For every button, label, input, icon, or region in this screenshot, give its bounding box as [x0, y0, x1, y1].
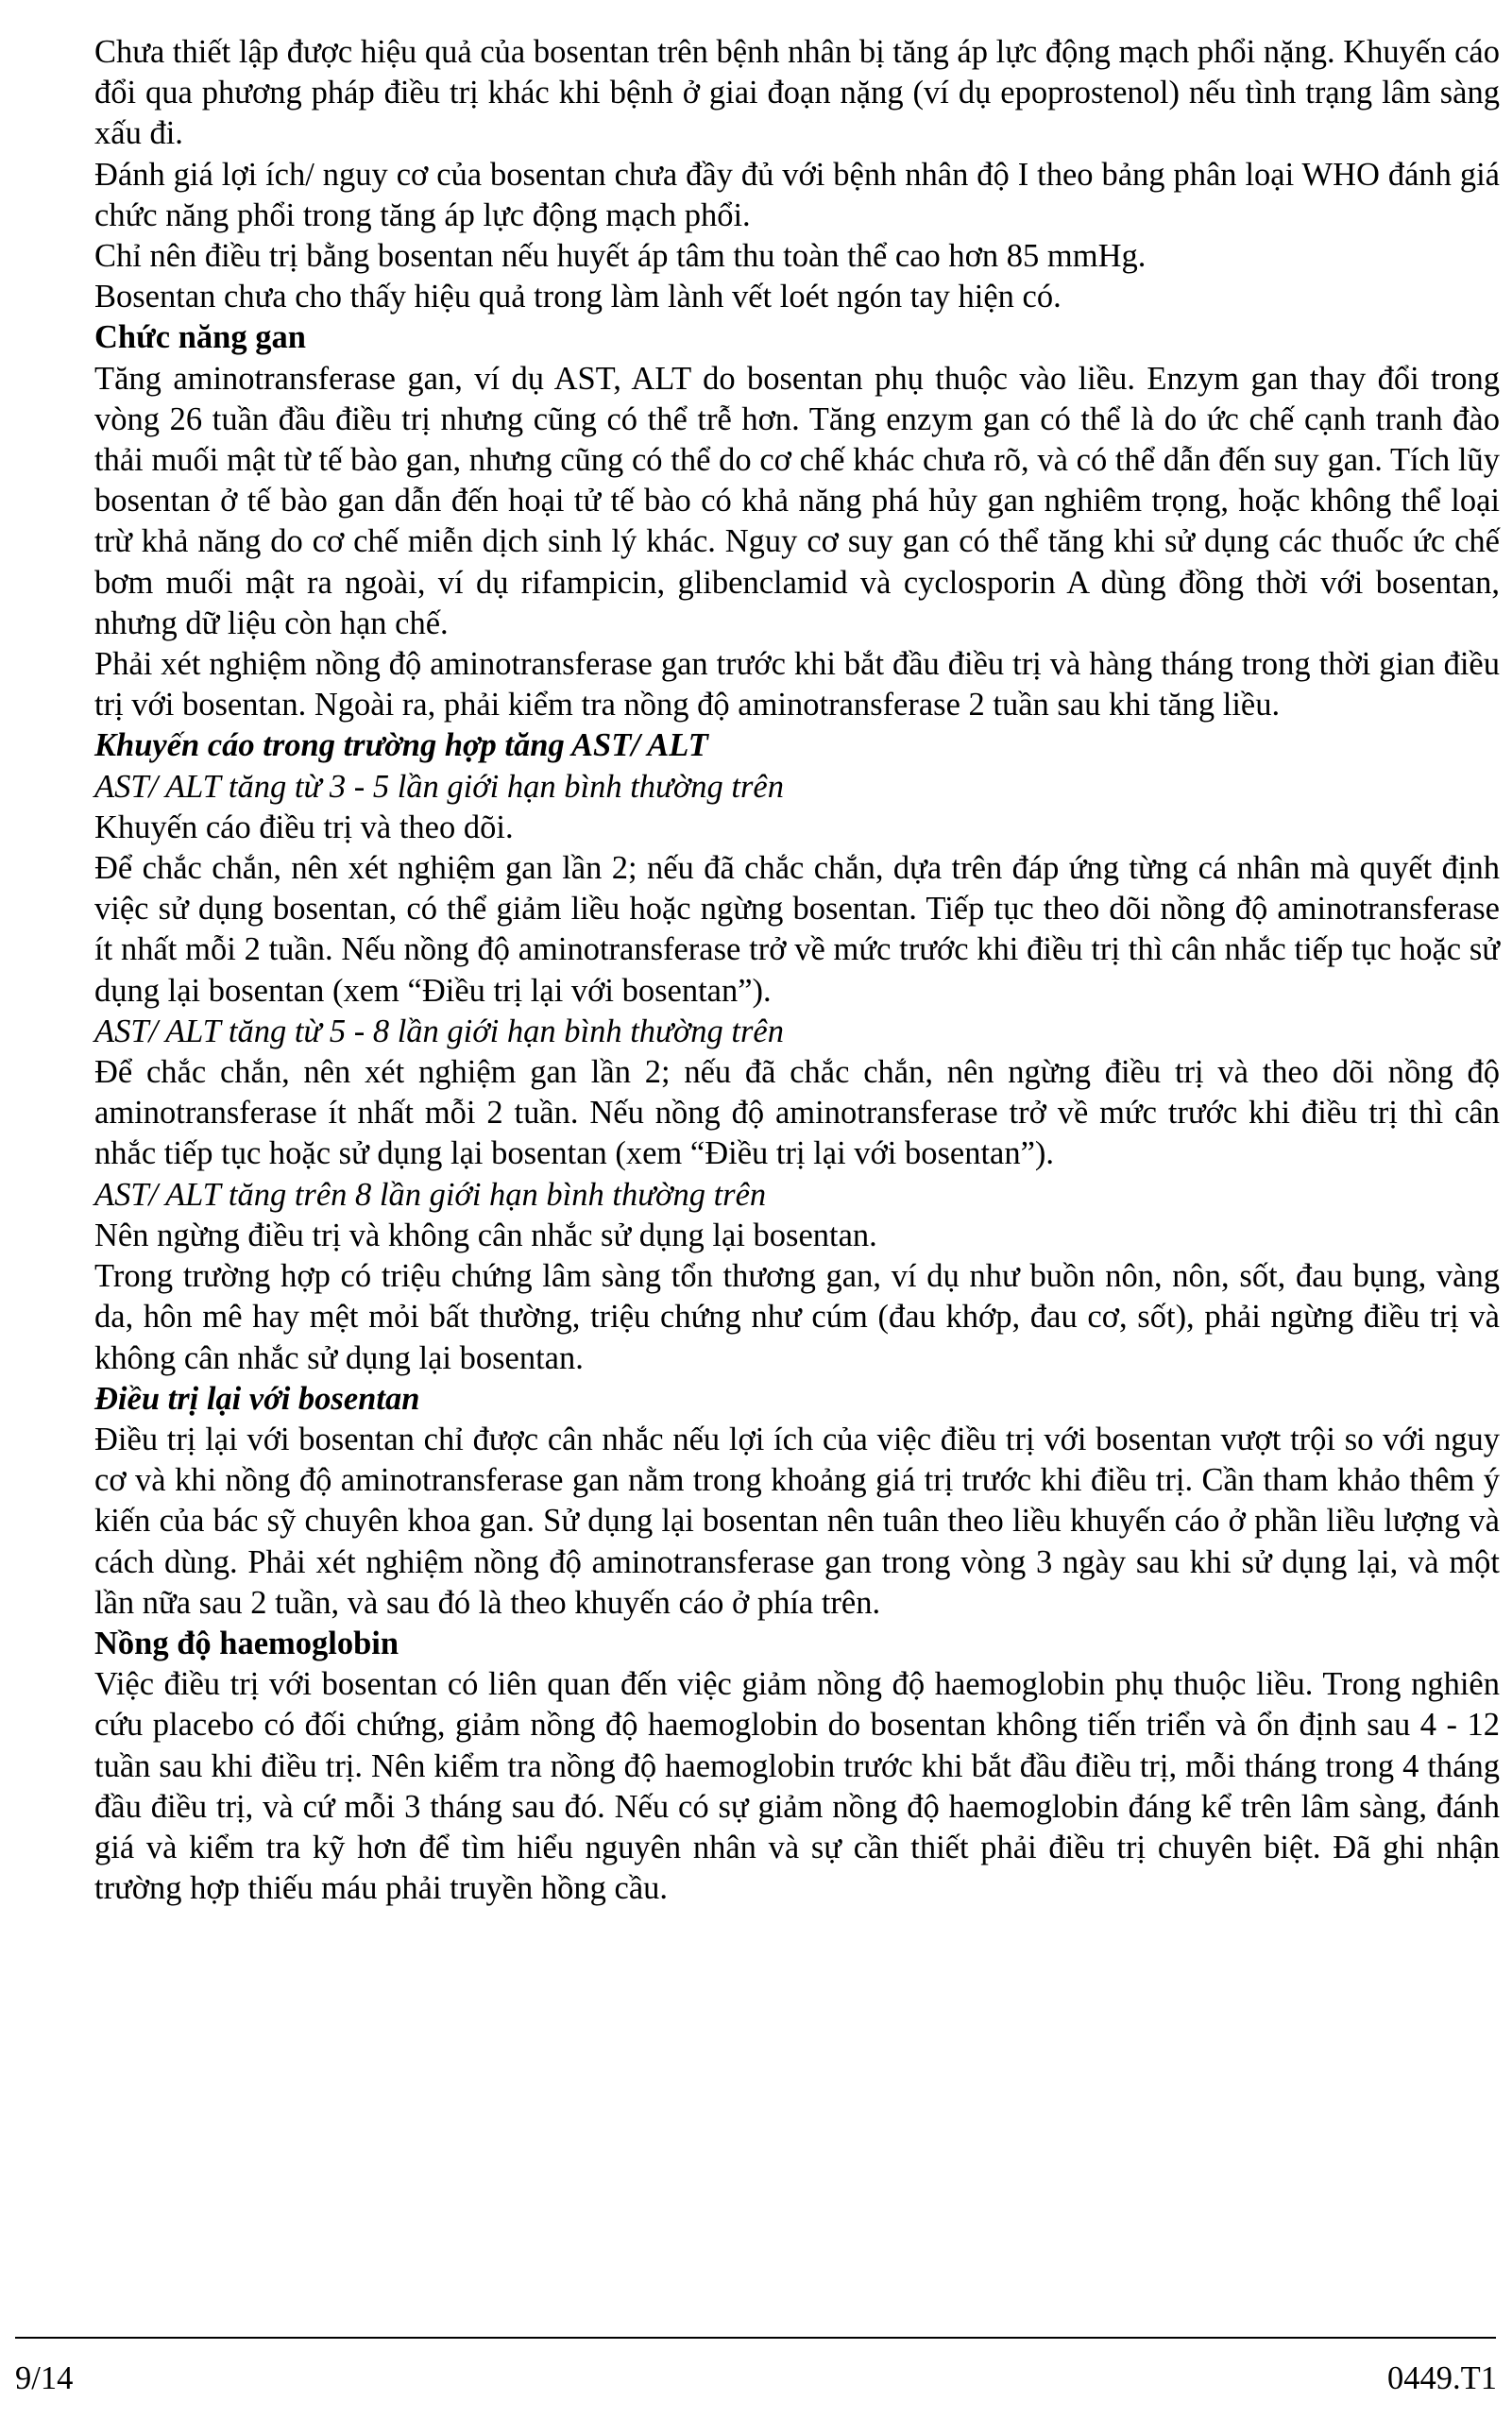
paragraph: Việc điều trị với bosentan có liên quan đến việc giảm nồng độ haemoglobin phụ thuộc liều. Trong nghiên cứu placebo có đối chứng, giảm nồng độ haemoglobin do bosentan không tiến triển và ổn định sau 4 - 12 tuần sau khi điều trị. Nên kiểm tra nồng độ haemoglobin trước khi bắt đầu điều trị, mỗi tháng trong 4 tháng đầu điều trị, và cứ mỗi 3 tháng sau đó. Nếu có sự giảm nồng độ haemoglobin đáng kể trên lâm sàng, đánh giá và kiểm tra kỹ hơn để tìm hiểu nguyên nhân và sự cần thiết phải điều trị chuyên biệt. Đã ghi nhận trường hợp thiếu máu phải truyền hồng cầu.	[94, 1666, 1500, 1907]
subsection-heading-retreatment: Điều trị lại với bosentan	[94, 1380, 420, 1417]
paragraph: Khuyến cáo điều trị và theo dõi.	[94, 809, 514, 845]
subheading-ast-alt-3-5: AST/ ALT tăng từ 3 - 5 lần giới hạn bình thường trên	[94, 768, 784, 805]
paragraph: Tăng aminotransferase gan, ví dụ AST, ALT do bosentan phụ thuộc vào liều. Enzym gan thay đổi trong vòng 26 tuần đầu điều trị nhưng cũng có thể trễ hơn. Tăng enzym gan có thể là do ức chế cạnh tranh đào thải muối mật từ tế bào gan, nhưng cũng có thể do cơ chế khác chưa rõ, và có thể dẫn đến suy gan. Tích lũy bosentan ở tế bào gan dẫn đến hoại tử tế bào có khả năng phá hủy gan nghiêm trọng, hoặc không thể loại trừ khả năng do cơ chế miễn dịch sinh lý khác. Nguy cơ suy gan có thể tăng khi sử dụng các thuốc ức chế bơm muối mật ra ngoài, ví dụ rifampicin, glibenclamid và cyclosporin A dùng đồng thời với bosentan, nhưng dữ liệu còn hạn chế.	[94, 360, 1500, 641]
paragraph: Nên ngừng điều trị và không cân nhắc sử dụng lại bosentan.	[94, 1217, 877, 1253]
paragraph: Chưa thiết lập được hiệu quả của bosentan trên bệnh nhân bị tăng áp lực động mạch phổi nặng. Khuyến cáo đổi qua phương pháp điều trị khác khi bệnh ở giai đoạn nặng (ví dụ epoprostenol) nếu tình trạng lâm sàng xấu đi.	[94, 34, 1500, 152]
footer-divider	[15, 2337, 1496, 2339]
section-heading-liver-function: Chức năng gan	[94, 319, 306, 356]
subsection-heading-ast-alt: Khuyến cáo trong trường hợp tăng AST/ ALT	[94, 727, 708, 764]
paragraph: Phải xét nghiệm nồng độ aminotransferase gan trước khi bắt đầu điều trị và hàng tháng trong thời gian điều trị với bosentan. Ngoài ra, phải kiểm tra nồng độ aminotransferase 2 tuần sau khi tăng liều.	[94, 646, 1500, 724]
paragraph: Đánh giá lợi ích/ nguy cơ của bosentan chưa đầy đủ với bệnh nhân độ I theo bảng phân loại WHO đánh giá chức năng phổi trong tăng áp lực động mạch phổi.	[94, 156, 1500, 233]
document-body	[94, 32, 1500, 1909]
section-heading-haemoglobin: Nồng độ haemoglobin	[94, 1625, 399, 1661]
document-code: 0449.T1	[1387, 2360, 1497, 2396]
paragraph: Bosentan chưa cho thấy hiệu quả trong làm lành vết loét ngón tay hiện có.	[94, 279, 1062, 315]
paragraph: Để chắc chắn, nên xét nghiệm gan lần 2; nếu đã chắc chắn, dựa trên đáp ứng từng cá nhân mà quyết định việc sử dụng bosentan, có thể giảm liều hoặc ngừng bosentan. Tiếp tục theo dõi nồng độ aminotransferase ít nhất mỗi 2 tuần. Nếu nồng độ aminotransferase trở về mức trước khi điều trị thì cân nhắc tiếp tục hoặc sử dụng lại bosentan (xem “Điều trị lại với bosentan”).	[94, 850, 1500, 1009]
paragraph: Chỉ nên điều trị bằng bosentan nếu huyết áp tâm thu toàn thể cao hơn 85 mmHg.	[94, 238, 1147, 275]
paragraph: Để chắc chắn, nên xét nghiệm gan lần 2; nếu đã chắc chắn, nên ngừng điều trị và theo dõi nồng độ aminotransferase ít nhất mỗi 2 tuần. Nếu nồng độ aminotransferase trở về mức trước khi điều trị thì cân nhắc tiếp tục hoặc sử dụng lại bosentan (xem “Điều trị lại với bosentan”).	[94, 1054, 1500, 1172]
paragraph: Trong trường hợp có triệu chứng lâm sàng tổn thương gan, ví dụ như buồn nôn, nôn, sốt, đau bụng, vàng da, hôn mê hay mệt mỏi bất thường, triệu chứng như cúm (đau khớp, đau cơ, sốt), phải ngừng điều trị và không cân nhắc sử dụng lại bosentan.	[94, 1258, 1500, 1376]
paragraph: Điều trị lại với bosentan chỉ được cân nhắc nếu lợi ích của việc điều trị với bosentan vượt trội so với nguy cơ và khi nồng độ aminotransferase gan nằm trong khoảng giá trị trước khi điều trị. Cần tham khảo thêm ý kiến của bác sỹ chuyên khoa gan. Sử dụng lại bosentan nên tuân theo liều khuyến cáo ở phần liều lượng và cách dùng. Phải xét nghiệm nồng độ aminotransferase gan trong vòng 3 ngày sau khi sử dụng lại, và một lần nữa sau 2 tuần, và sau đó là theo khuyến cáo ở phía trên.	[94, 1421, 1500, 1621]
subheading-ast-alt-over-8: AST/ ALT tăng trên 8 lần giới hạn bình thường trên	[94, 1176, 767, 1213]
page-number: 9/14	[15, 2360, 74, 2396]
subheading-ast-alt-5-8: AST/ ALT tăng từ 5 - 8 lần giới hạn bình thường trên	[94, 1013, 784, 1049]
